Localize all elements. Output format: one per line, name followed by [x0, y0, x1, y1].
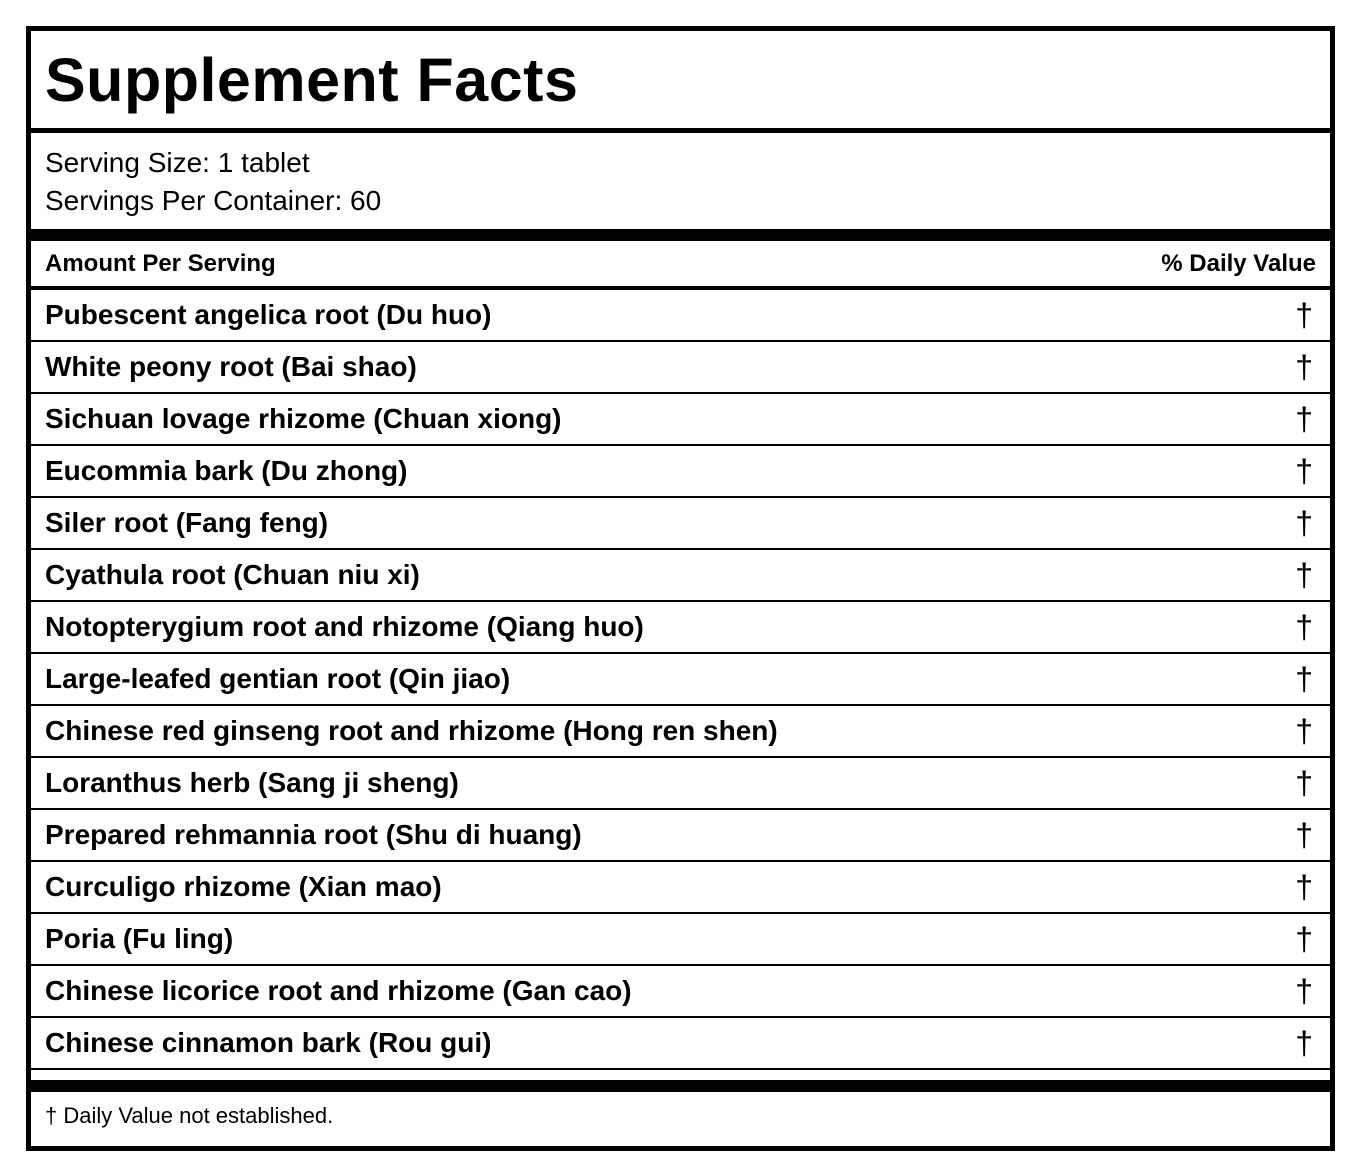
ingredient-name: Sichuan lovage rhizome (Chuan xiong)	[45, 403, 562, 434]
daily-value-dagger: †	[1295, 712, 1313, 749]
ingredient-name: Pubescent angelica root (Du huo)	[45, 299, 492, 330]
daily-value-dagger: †	[1295, 1024, 1313, 1061]
ingredient-row	[31, 966, 1330, 1018]
panel-title: Supplement Facts	[45, 46, 579, 114]
ingredient-name: Siler root (Fang feng)	[45, 507, 329, 538]
ingredient-row	[31, 602, 1330, 654]
serving-info	[31, 133, 1330, 229]
ingredient-name: Cyathula root (Chuan niu xi)	[45, 559, 420, 590]
supplement-facts-panel	[26, 26, 1335, 1151]
ingredient-row	[31, 862, 1330, 914]
ingredient-row	[31, 654, 1330, 706]
footnote: † Daily Value not established.	[45, 1102, 334, 1128]
daily-value-dagger: †	[1295, 348, 1313, 385]
ingredient-name: Eucommia bark (Du zhong)	[45, 455, 408, 486]
ingredient-row	[31, 810, 1330, 862]
ingredient-list	[31, 290, 1330, 1070]
ingredient-row	[31, 914, 1330, 966]
ingredient-row	[31, 446, 1330, 498]
amount-per-serving-header: Amount Per Serving	[45, 249, 276, 277]
ingredient-row	[31, 394, 1330, 446]
daily-value-dagger: †	[1295, 868, 1313, 905]
ingredient-row	[31, 758, 1330, 810]
ingredient-row	[31, 550, 1330, 602]
daily-value-dagger: †	[1295, 972, 1313, 1009]
ingredient-name: Chinese licorice root and rhizome (Gan cao)	[45, 975, 632, 1006]
daily-value-dagger: †	[1295, 816, 1313, 853]
daily-value-dagger: †	[1295, 400, 1313, 437]
ingredient-name: Curculigo rhizome (Xian mao)	[45, 871, 442, 902]
ingredient-name: White peony root (Bai shao)	[45, 351, 417, 382]
ingredient-name: Poria (Fu ling)	[45, 923, 234, 954]
ingredient-name: Chinese cinnamon bark (Rou gui)	[45, 1027, 492, 1058]
ingredient-name: Prepared rehmannia root (Shu di huang)	[45, 819, 582, 850]
daily-value-dagger: †	[1295, 920, 1313, 957]
servings-per-container: Servings Per Container: 60	[45, 185, 382, 216]
ingredient-name: Loranthus herb (Sang ji sheng)	[45, 767, 459, 798]
daily-value-dagger: †	[1295, 660, 1313, 697]
thick-divider	[31, 229, 1330, 241]
ingredient-row	[31, 706, 1330, 758]
ingredient-row	[31, 290, 1330, 342]
ingredient-name: Large-leafed gentian root (Qin jiao)	[45, 663, 511, 694]
ingredient-row	[31, 498, 1330, 550]
daily-value-dagger: †	[1295, 296, 1313, 333]
ingredient-name: Chinese red ginseng root and rhizome (Hong ren shen)	[45, 715, 778, 746]
daily-value-dagger: †	[1295, 764, 1313, 801]
ingredient-name: Notopterygium root and rhizome (Qiang huo)	[45, 611, 644, 642]
title-row	[31, 31, 1330, 133]
column-header-row	[31, 241, 1330, 290]
serving-size: Serving Size: 1 tablet	[45, 147, 310, 178]
daily-value-dagger: †	[1295, 608, 1313, 645]
daily-value-dagger: †	[1295, 556, 1313, 593]
daily-value-header: % Daily Value	[1161, 249, 1316, 277]
daily-value-dagger: †	[1295, 504, 1313, 541]
ingredient-row	[31, 1018, 1330, 1070]
list-end-spacer	[31, 1070, 1330, 1080]
daily-value-dagger: †	[1295, 452, 1313, 489]
ingredient-row	[31, 342, 1330, 394]
footer-divider	[31, 1080, 1330, 1092]
